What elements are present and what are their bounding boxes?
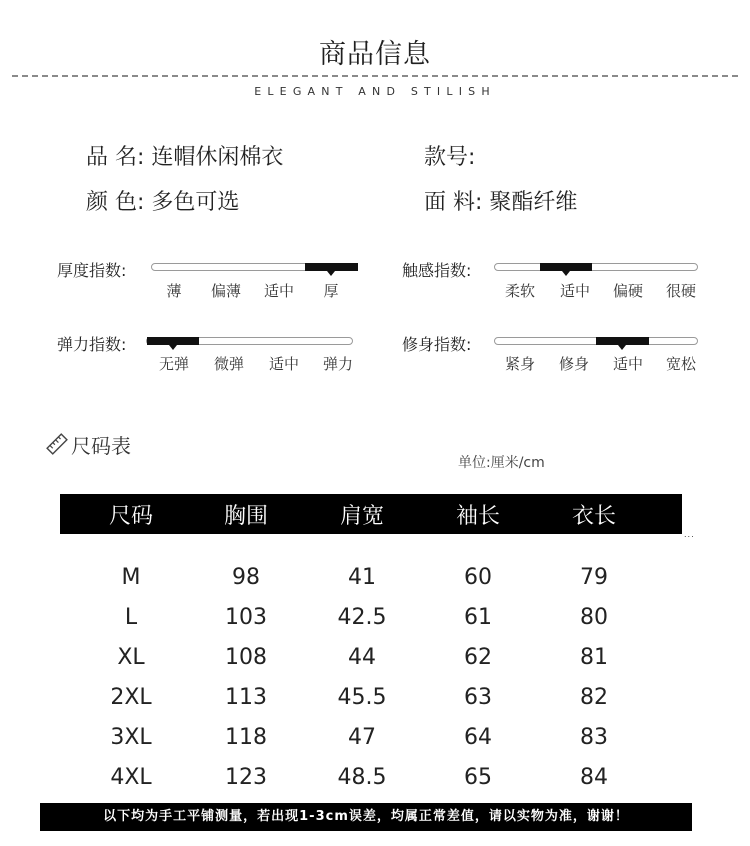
thickness-option: 偏薄	[210, 282, 242, 300]
fit-index-fill	[596, 337, 649, 345]
cell-size: 3XL	[110, 725, 152, 750]
fit-index-marker	[618, 345, 626, 350]
cell-shoulder: 42.5	[337, 605, 387, 630]
touch-option: 适中	[559, 282, 591, 300]
header-trailing-dots: ...	[684, 530, 695, 539]
color-row	[86, 185, 239, 216]
cell-length: 84	[580, 765, 608, 790]
touch-index-fill	[540, 263, 592, 271]
fit-index-track	[494, 337, 698, 345]
subtitle-wrap	[0, 80, 750, 99]
fabric-row	[424, 185, 577, 216]
product-name-row	[86, 140, 283, 171]
cell-size: L	[124, 605, 138, 630]
fabric-value: 聚酯纤维	[489, 190, 578, 215]
cell-size: 2XL	[110, 685, 152, 710]
touch-index-track	[494, 263, 698, 271]
product-name-label: 品 名:	[86, 145, 145, 170]
elasticity-option: 适中	[268, 355, 300, 373]
elasticity-option: 微弹	[213, 355, 245, 373]
cell-chest: 108	[225, 645, 267, 670]
thickness-option: 薄	[166, 282, 182, 300]
size-chart-unit: 单位:厘米/cm	[458, 455, 545, 471]
cell-shoulder: 48.5	[337, 765, 387, 790]
fit-index-label: 修身指数:	[402, 335, 472, 354]
cell-length: 79	[580, 565, 608, 590]
touch-option: 很硬	[665, 282, 697, 300]
col-header-shoulder: 肩宽	[339, 504, 385, 529]
cell-chest: 103	[225, 605, 267, 630]
col-header-size: 尺码	[108, 504, 154, 529]
page-subtitle: ELEGANT AND STILISH	[240, 85, 510, 98]
col-header-chest: 胸围	[223, 504, 269, 529]
elasticity-index-marker	[169, 345, 177, 350]
fabric-label: 面 料:	[424, 190, 483, 215]
cell-shoulder: 47	[348, 725, 376, 750]
touch-index-marker	[562, 271, 570, 276]
touch-index-label: 触感指数:	[402, 261, 472, 280]
cell-size: M	[121, 565, 141, 590]
cell-length: 80	[580, 605, 608, 630]
thickness-index-track	[151, 263, 357, 271]
cell-length: 81	[580, 645, 608, 670]
product-name-value: 连帽休闲棉衣	[151, 145, 284, 170]
cell-chest: 123	[225, 765, 267, 790]
fit-option: 紧身	[504, 355, 536, 373]
cell-sleeve: 60	[464, 565, 492, 590]
touch-option: 柔软	[504, 282, 536, 300]
cell-sleeve: 64	[464, 725, 492, 750]
color-label: 颜 色:	[86, 190, 145, 215]
color-value: 多色可选	[151, 190, 240, 215]
cell-sleeve: 61	[464, 605, 492, 630]
ruler-icon	[46, 433, 68, 455]
cell-chest: 113	[225, 685, 267, 710]
touch-option: 偏硬	[612, 282, 644, 300]
thickness-option: 适中	[263, 282, 295, 300]
cell-length: 82	[580, 685, 608, 710]
thickness-index-label: 厚度指数:	[57, 261, 127, 280]
cell-sleeve: 62	[464, 645, 492, 670]
col-header-sleeve: 袖长	[455, 504, 501, 529]
cell-chest: 98	[232, 565, 260, 590]
cell-sleeve: 63	[464, 685, 492, 710]
style-number-row	[424, 140, 475, 171]
elasticity-option: 弹力	[322, 355, 354, 373]
cell-shoulder: 44	[348, 645, 376, 670]
elasticity-index-track	[146, 337, 353, 345]
elasticity-option: 无弹	[158, 355, 190, 373]
cell-shoulder: 41	[348, 565, 376, 590]
cell-chest: 118	[225, 725, 267, 750]
thickness-index-marker	[327, 271, 335, 276]
fit-option: 宽松	[665, 355, 697, 373]
elasticity-index-label: 弹力指数:	[57, 335, 127, 354]
cell-size: XL	[117, 645, 145, 670]
measurement-note: 以下均为手工平铺测量，若出现1-3cm误差，均属正常差值，请以实物为准，谢谢！	[40, 803, 692, 831]
cell-size: 4XL	[110, 765, 152, 790]
size-chart-title: 尺码表	[71, 434, 131, 458]
cell-length: 83	[580, 725, 608, 750]
cell-sleeve: 65	[464, 765, 492, 790]
thickness-index-fill	[305, 263, 358, 271]
elasticity-index-fill	[147, 337, 199, 345]
cell-shoulder: 45.5	[337, 685, 387, 710]
header-divider	[12, 75, 738, 77]
fit-option: 修身	[558, 355, 590, 373]
fit-option: 适中	[612, 355, 644, 373]
thickness-option: 厚	[323, 282, 339, 300]
page-title: 商品信息	[319, 39, 431, 70]
col-header-length: 衣长	[571, 504, 617, 529]
style-number-label: 款号:	[424, 145, 476, 170]
